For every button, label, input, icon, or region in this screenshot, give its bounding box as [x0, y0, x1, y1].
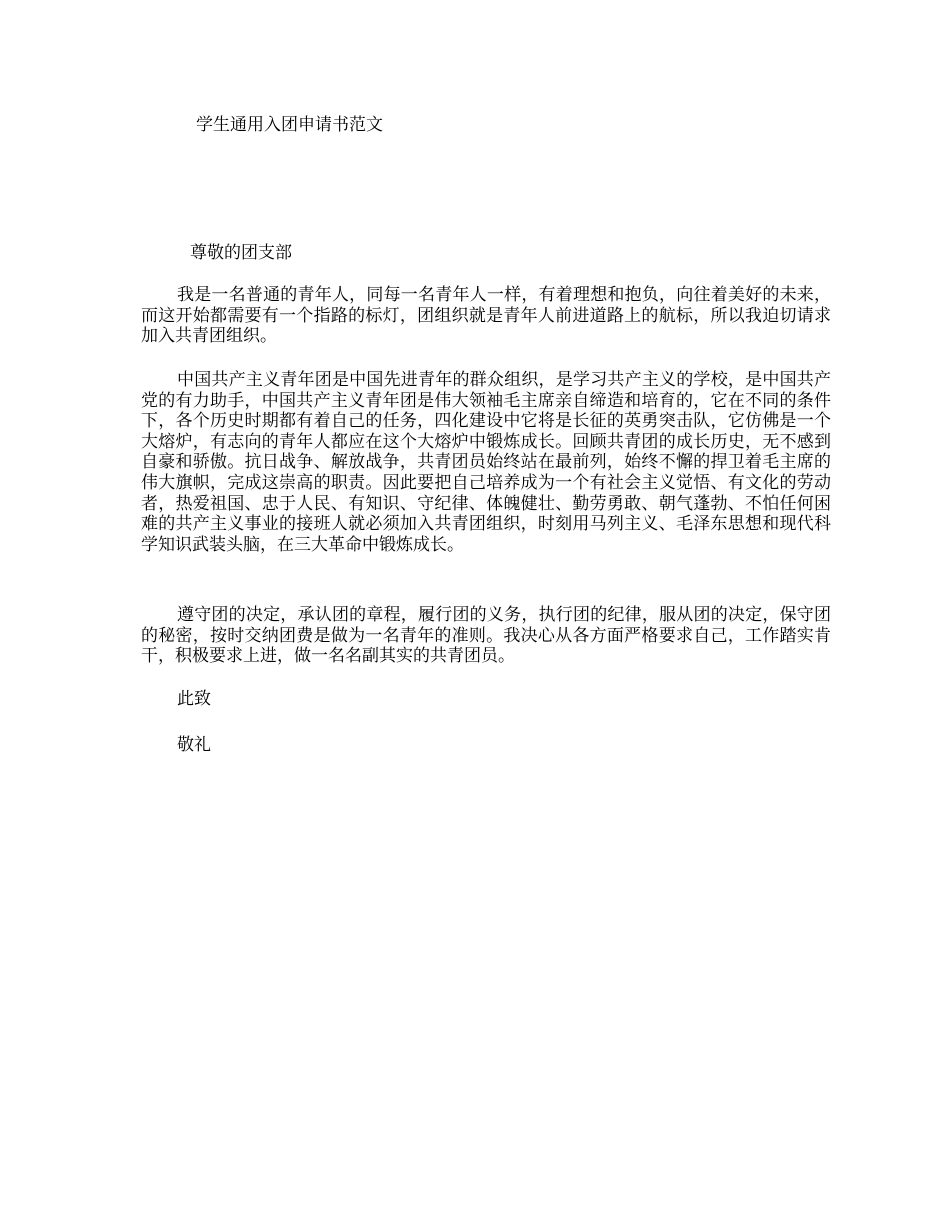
salutation: 尊敬的团支部 — [190, 243, 292, 263]
body-paragraph-3: 遵守团的决定，承认团的章程，履行团的义务，执行团的纪律，服从团的决定，保守团的秘密，按时交纳团费是做为一名青年的准则。我决心从各方面严格要求自己，工作踏实肯干，积极要求上进，做一名名副其实的共青团员。 — [141, 605, 831, 667]
closing-greeting: 此致 — [177, 689, 211, 709]
document-title: 学生通用入团申请书范文 — [196, 115, 383, 135]
body-paragraph-2: 中国共产主义青年团是中国先进青年的群众组织，是学习共产主义的学校，是中国共产党的有力助手，中国共产主义青年团是伟大领袖毛主席亲自缔造和培育的，它在不同的条件下，各个历史时期都有着自己的任务，四化建设中它将是长征的英勇突击队，它仿佛是一个大熔炉，有志向的青年人都应在这个大熔炉中锻炼成长。回顾共青团的成长历史，无不感到自豪和骄傲。抗日战争、解放战争，共青团员始终站在最前列，始终不懈的捍卫着毛主席的伟大旗帜，完成这崇高的职责。因此要把自己培养成为一个有社会主义觉悟、有文化的劳动者，热爱祖国、忠于人民、有知识、守纪律、体魄健壮、勤劳勇敢、朝气蓬勃、不怕任何困难的共产主义事业的接班人就必须加入共青团组织，时刻用马列主义、毛泽东思想和现代科学知识武装头脑，在三大革命中锻炼成长。 — [141, 370, 831, 555]
body-paragraph-1: 我是一名普通的青年人，同每一名青年人一样，有着理想和抱负，向往着美好的未来，而这开始都需要有一个指路的标灯，团组织就是青年人前进道路上的航标，所以我迫切请求加入共青团组织。 — [141, 285, 831, 347]
closing-salute: 敬礼 — [177, 735, 211, 755]
